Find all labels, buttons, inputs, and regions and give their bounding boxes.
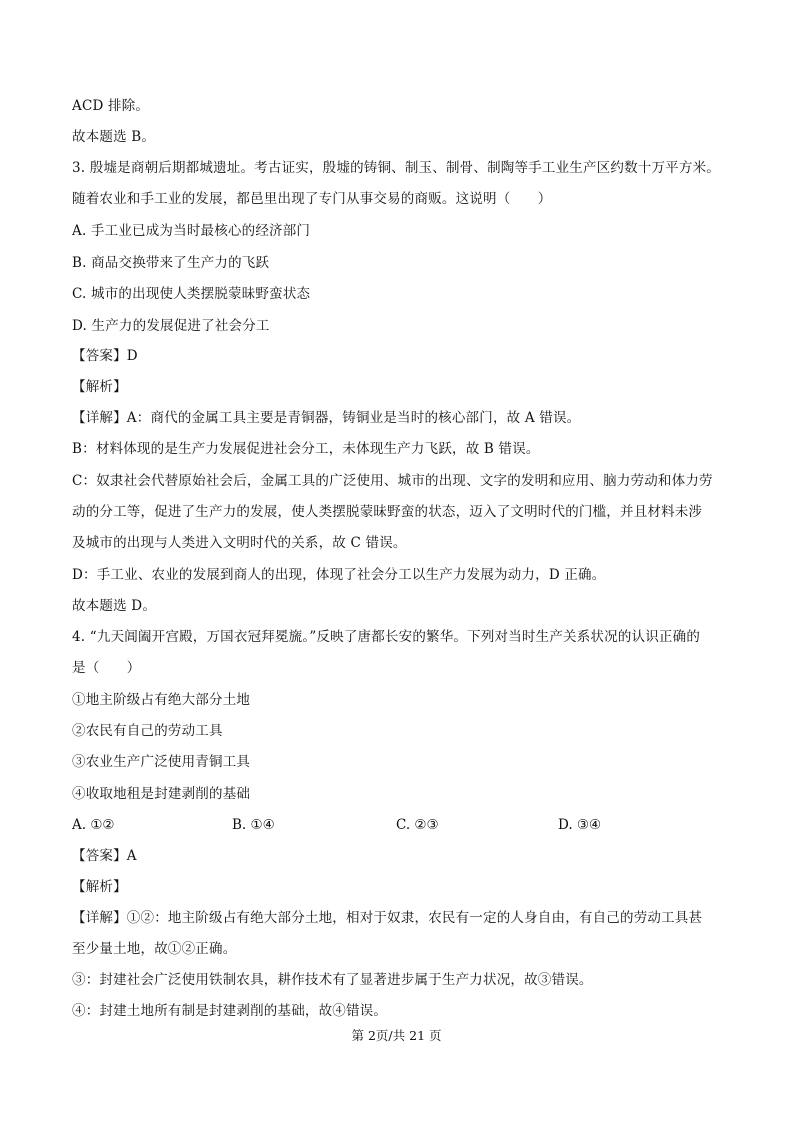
option-a: A. 手工业已成为当时最核心的经济部门	[72, 223, 311, 239]
explanation-line: 至少量土地，故①②正确。	[72, 941, 237, 957]
question-4-stem: 4. “九天阊阖开宫殿，万国衣冠拜冕旒。”反映了唐都长安的繁华。下列对当时生产关系状况的认识正确的	[72, 629, 701, 645]
question-4-stem: 是（ ）	[72, 660, 141, 676]
explanation-line: 及城市的出现与人类进入文明时代的关系，故 C 错误。	[72, 535, 407, 551]
text-line: 故本题选 B。	[72, 129, 156, 145]
statement-4: ④收取地租是封建剥削的基础	[72, 786, 251, 802]
page-footer: 第 2页/共 21 页	[351, 1028, 442, 1043]
option-c: C. 城市的出现使人类摆脱蒙昧野蛮状态	[72, 286, 311, 302]
q4-option-d: D. ③④	[558, 817, 602, 833]
statement-2: ②农民有自己的劳动工具	[72, 723, 223, 739]
analysis-heading: 【解析】	[72, 379, 127, 395]
answer-line: 【答案】A	[72, 848, 137, 864]
statement-1: ①地主阶级占有绝大部分土地	[72, 692, 251, 708]
option-d: D. 生产力的发展促进了社会分工	[72, 318, 270, 334]
q4-option-b: B. ①④	[232, 817, 275, 833]
explanation-line: B：材料体现的是生产力发展促进社会分工，未体现生产力飞跃，故 B 错误。	[72, 441, 540, 457]
q4-option-c: C. ②③	[396, 817, 439, 833]
explanation-line: D：手工业、农业的发展到商人的出现，体现了社会分工以生产力发展为动力，D 正确。	[72, 567, 606, 583]
explanation-line: C：奴隶社会代替原始社会后，金属工具的广泛使用、城市的出现、文字的发明和应用、脑力劳动和体力劳	[72, 473, 713, 489]
explanation-line: ④：封建土地所有制是封建剥削的基础，故④错误。	[72, 1003, 388, 1019]
explanation-line: 动的分工等，促进了生产力的发展，使人类摆脱蒙昧野蛮的状态，迈入了文明时代的门槛，并且材料未涉	[72, 504, 703, 520]
answer-line: 【答案】D	[72, 348, 138, 364]
option-b: B. 商品交换带来了生产力的飞跃	[72, 255, 270, 271]
q4-option-a: A. ①②	[72, 817, 115, 833]
text-line: ACD 排除。	[72, 98, 150, 114]
question-3-stem: 3. 殷墟是商朝后期都城遗址。考古证实，殷墟的铸铜、制玉、制骨、制陶等手工业生产区约数十万平方米。	[72, 160, 720, 176]
explanation-line: 【详解】①②：地主阶级占有绝大部分土地，相对于奴隶，农民有一定的人身自由，有自己的劳动工具甚	[72, 910, 703, 926]
analysis-heading: 【解析】	[72, 879, 127, 895]
explanation-line: 【详解】A：商代的金属工具主要是青铜器，铸铜业是当时的核心部门，故 A 错误。	[72, 410, 581, 426]
text-line: 故本题选 D。	[72, 598, 157, 614]
statement-3: ③农业生产广泛使用青铜工具	[72, 754, 251, 770]
question-3-stem: 随着农业和手工业的发展，都邑里出现了专门从事交易的商贩。这说明（ ）	[72, 191, 552, 207]
explanation-line: ③：封建社会广泛使用铁制农具，耕作技术有了显著进步属于生产力状况，故③错误。	[72, 972, 593, 988]
